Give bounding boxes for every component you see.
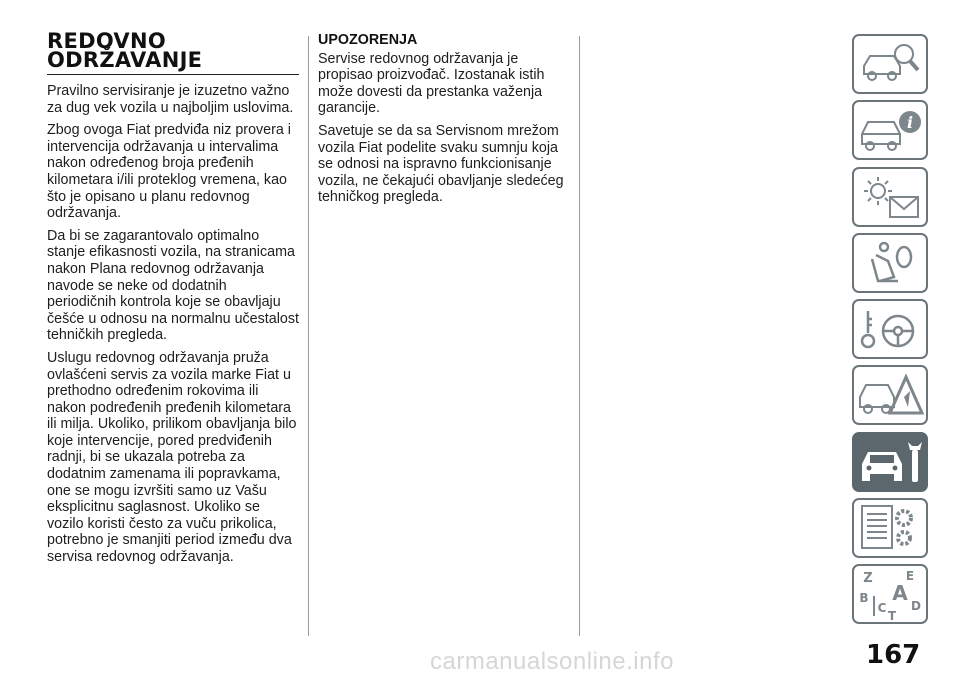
warning-paragraph: Servise redovnog održavanja je propisao proizvođač. Izostanak istih može dovesti da prestanka važenja garancije.: [318, 50, 545, 117]
svg-text:T: T: [887, 609, 897, 623]
warning-light-envelope-icon: [854, 169, 926, 225]
svg-text:D: D: [911, 599, 921, 614]
tab-safety[interactable]: [852, 233, 928, 293]
tab-dashboard-info[interactable]: [852, 100, 928, 160]
tab-starting-driving[interactable]: [852, 299, 928, 359]
section-title: [47, 29, 299, 72]
section-title-line2: ODRŽAVANJE: [47, 48, 203, 72]
car-search-icon: [854, 36, 926, 92]
svg-text:Z: Z: [863, 571, 873, 587]
section-title-line1: REDOVNO: [47, 29, 167, 53]
tab-warning-lights[interactable]: [852, 167, 928, 227]
seat-airbag-icon: [854, 235, 926, 291]
svg-text:C: C: [877, 601, 887, 616]
car-emergency-triangle-icon: [854, 367, 926, 423]
watermark: carmanualsonline.info: [430, 648, 674, 675]
car-info-icon: [854, 102, 926, 158]
alphabet-index-icon: [854, 566, 926, 622]
tab-technical-data[interactable]: [852, 498, 928, 558]
tab-alphabetical-index[interactable]: [852, 564, 928, 624]
title-underline: [47, 74, 299, 75]
tab-emergency[interactable]: [852, 365, 928, 425]
spec-list-gears-icon: [854, 500, 926, 556]
main-section: [47, 29, 299, 572]
paragraph: Pravilno servisiranje je izuzetno važno za dug vek vozila u najboljim uslovima.: [47, 83, 294, 116]
warnings-title: UPOZORENJA: [318, 32, 418, 48]
svg-text:B: B: [859, 591, 869, 606]
car-wrench-icon: [854, 434, 926, 490]
column-divider: [579, 36, 580, 636]
tab-maintenance[interactable]: [852, 432, 928, 492]
warnings-box: [318, 32, 568, 212]
chapter-tabs: [852, 34, 932, 631]
svg-text:E: E: [905, 569, 915, 584]
svg-text:A: A: [892, 581, 908, 606]
column-divider: [308, 36, 309, 636]
svg-text:i: i: [906, 113, 914, 133]
warning-paragraph: Savetuje se da sa Servisnom mrežom vozila Fiat podelite svaku sumnju koja se odnosi na ispravno funkcionisanje vozila, ne čekajući obavljanje sledećeg tehničkog pregleda.: [318, 122, 564, 206]
paragraph: Uslugu redovnog održavanja pruža ovlašćeni servis za vozila marke Fiat u prethodno određenim rokovima ili nakon podređenih pređenih kilometara ili milja. Ukoliko, prilikom obavljanja bilo koje intervencije, pored predviđenih radnji, bi se ukazala potreba za dodatnim zamenama ili popravkama, one se mogu izvršiti samo uz Vašu eksplicitnu saglasnost. Ukoliko se vozilo koristi često za vuču prikolica, potrebno je smanjiti period između dva servisa redovnog održavanja.: [47, 349, 297, 566]
paragraph: Zbog ovoga Fiat predviđa niz provera i intervencija održavanja u intervalima nakon određenog broja pređenih kilometara i/ili proteklog vremena, kao što je opisano u planu redovnog održavanja.: [47, 122, 291, 222]
page-number: 167: [866, 640, 921, 670]
paragraph: Da bi se zagarantovalo optimalno stanje efikasnosti vozila, na stranicama nakon Plana redovnog održavanja navode se neke od dodatnih periodičnih kontrola koje se obavljaju češće u odnosu na normalnu učestalost tehničkih pregleda.: [47, 227, 299, 344]
tab-vehicle-overview[interactable]: [852, 34, 928, 94]
key-steering-wheel-icon: [854, 301, 926, 357]
